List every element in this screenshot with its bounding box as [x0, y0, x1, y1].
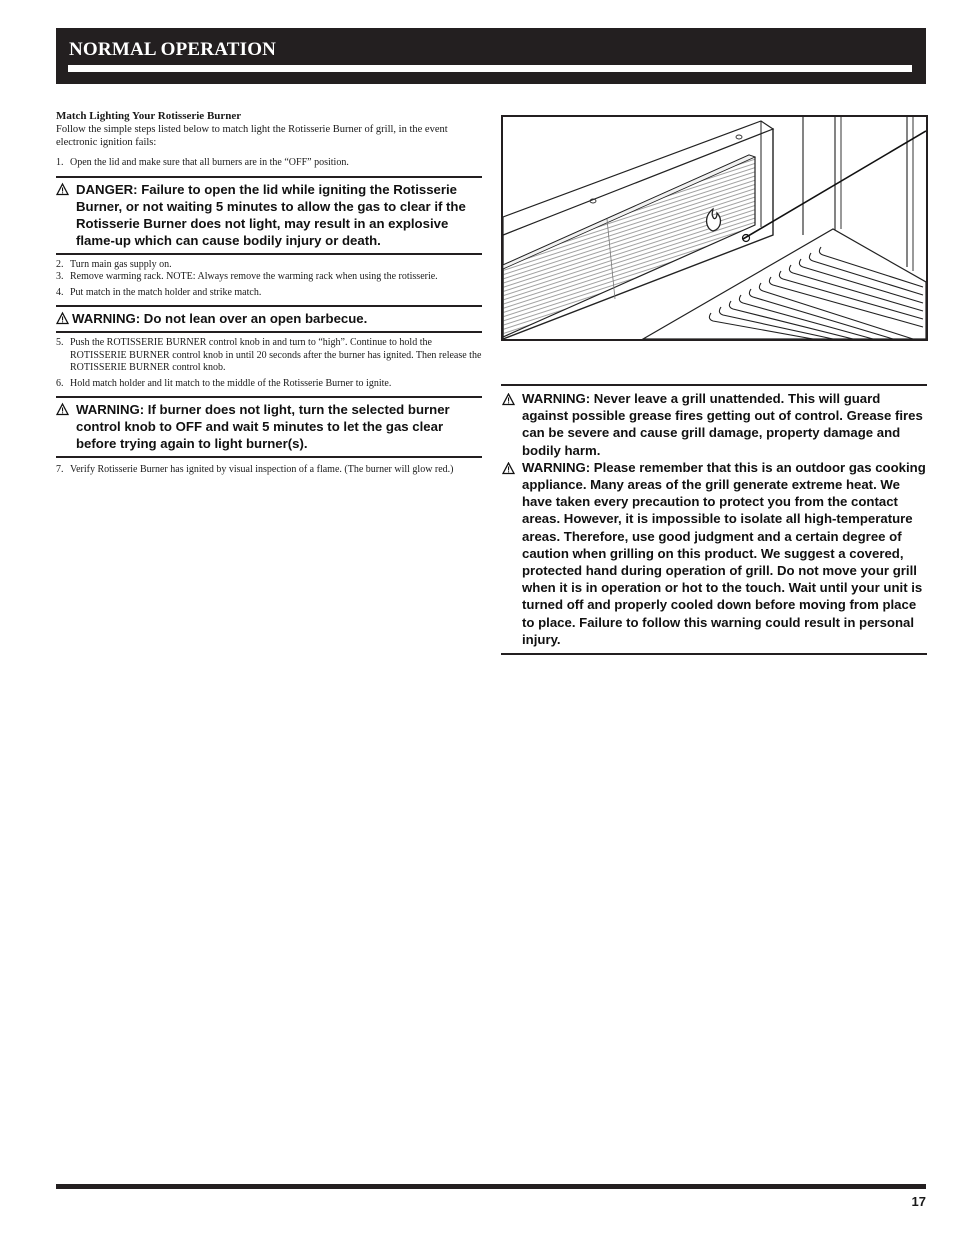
- page-title: NORMAL OPERATION: [69, 39, 277, 60]
- step-number: 3.: [56, 271, 64, 282]
- step-number: 7.: [56, 464, 64, 475]
- step-number: 6.: [56, 377, 64, 389]
- step-number: 4.: [56, 286, 64, 298]
- warning-triangle-icon: [56, 181, 69, 198]
- warning-text: WARNING: Do not lean over an open barbecue.: [72, 311, 368, 326]
- warning-triangle-icon: [56, 310, 69, 327]
- section-title: Match Lighting Your Rotisserie Burner: [56, 110, 242, 122]
- step-text: Push the ROTISSERIE BURNER control knob in and turn to “high”. Continue to hold the ROTISSERIE BURNER control knob in until 20 seconds after the burner has ignited. Then release the ROTISSERIE BURNER control knob.: [70, 337, 482, 373]
- warning-lean-notice: [56, 305, 482, 333]
- warning-text: WARNING: If burner does not light, turn the selected burner control knob to OFF and wait 5 minutes to let the gas clear before trying again to light burner(s).: [76, 402, 450, 451]
- left-column: [56, 108, 482, 478]
- warning-unattended: [501, 390, 927, 459]
- header-rule: [68, 65, 912, 72]
- step-number: 1.: [56, 157, 64, 168]
- step-4: [56, 287, 482, 300]
- intro-text: Follow the simple steps listed below to match light the Rotisserie Burner of grill, in the event electronic ignition fails:: [56, 124, 448, 148]
- footer-rule: [56, 1184, 926, 1189]
- step-2: [56, 259, 482, 272]
- warning-outdoor: [501, 459, 927, 648]
- safety-warnings: [501, 384, 927, 655]
- step-7: [56, 462, 482, 478]
- page-header: [56, 28, 926, 84]
- grill-drawing: [503, 117, 926, 339]
- rotisserie-burner-illustration: [501, 115, 928, 341]
- step-text: Verify Rotisserie Burner has ignited by visual inspection of a flame. (The burner will glow red.): [70, 464, 454, 475]
- step-number: 5.: [56, 337, 64, 348]
- step-text: Turn main gas supply on.: [70, 258, 172, 270]
- warning-triangle-icon: [56, 401, 69, 418]
- warning-burner-notice: [56, 396, 482, 458]
- warning-triangle-icon: [502, 393, 515, 406]
- danger-notice: [56, 176, 482, 255]
- step-text: Open the lid and make sure that all burners are in the “OFF” position.: [70, 157, 349, 168]
- step-text: Put match in the match holder and strike match.: [70, 286, 262, 298]
- warning-text: WARNING: Please remember that this is an outdoor gas cooking appliance. Many areas of the grill generate extreme heat. We have taken every precaution to protect you from the contact areas. However, it is impossible to isolate all high-temperature areas. Therefore, use good judgment and a certain degree of caution when grilling on this product. We suggest a covered, protected hand during operation of grill. Do not move your grill when it is in operation or hot to the touch. Wait until your unit is turned off and properly cooled down before moving from place to place. Failure to follow this warning could result in personal injury.: [522, 459, 926, 647]
- warning-triangle-icon: [502, 462, 515, 475]
- step-number: 2.: [56, 258, 64, 270]
- right-column: [501, 384, 927, 655]
- warning-text: WARNING: Never leave a grill unattended. This will guard against possible grease fires getting out of control. Grease fires can be severe and cause grill damage, property damage and bodily harm.: [522, 391, 923, 458]
- step-text: Remove warming rack. NOTE: Always remove the warming rack when using the rotisserie.: [70, 271, 438, 282]
- danger-text: DANGER: Failure to open the lid while igniting the Rotisserie Burner, or not waiting 5 minutes to allow the gas to clear if the Rotisserie Burner does not light, may result in an explosive flame-up which can cause bodily injury or death.: [76, 181, 466, 248]
- step-3: [56, 271, 482, 284]
- step-6: [56, 378, 482, 391]
- step-5: [56, 337, 482, 375]
- step-1: [56, 157, 482, 170]
- step-text: Hold match holder and lit match to the middle of the Rotisserie Burner to ignite.: [70, 377, 392, 389]
- page-number: 17: [911, 1194, 926, 1209]
